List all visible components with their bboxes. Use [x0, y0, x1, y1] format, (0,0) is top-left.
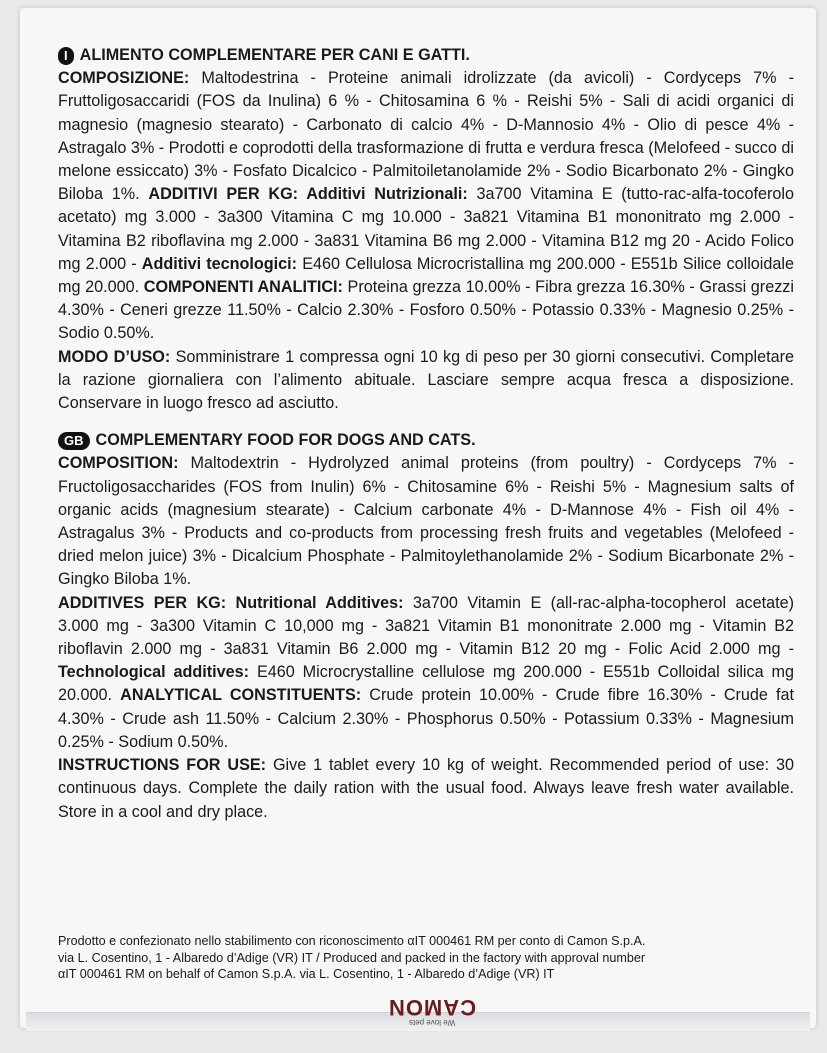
italian-language-badge: I	[58, 47, 74, 65]
italian-additives-text: 3a700 Vitamina E (tutto-rac-alfa-tocoferolo acetato) mg 3.000 - 3a300 Vitamina C mg 10.000 - 3a821 Vitamina B1 mononitrato mg 2.000 - Vitamina B2 riboflavina mg 2.000 - 3a831 Vitamina B6 mg 2.000 - Vitamina B12 mg 20 - Acido Folico mg 2.000 -	[58, 185, 794, 273]
italian-usage-text: Somministrare 1 compressa ogni 10 kg di peso per 30 giorni consecutivi. Completare la razione giornaliera con l’alimento abituale. Lasciare sempre acqua fresca a disposizione. Conservare in luogo fresco ad asciutto.	[58, 347, 795, 413]
footer-line: Prodotto e confezionato nello stabilimento con riconoscimento αIT 000461 RM per conto di Camon S.p.A.	[58, 934, 646, 948]
italian-heading-text: ALIMENTO COMPLEMENTARE PER CANI E GATTI.	[79, 46, 470, 64]
english-analytic-text: Crude protein 10.00% - Crude fibre 16.30% - Crude fat 4.30% - Crude ash 11.50% - Calcium 2.30% - Phosphorus 0.50% - Potassium 0.33% - Magnesium 0.25% - Sodium 0.50%.	[58, 686, 795, 751]
label-text	[58, 44, 794, 838]
italian-composition-label: COMPOSIZIONE:	[58, 69, 190, 88]
english-tech-text: E460 Microcrystalline cellulose mg 200.000 - E551b Colloidal silica mg 20.000.	[58, 663, 794, 705]
english-composition	[58, 452, 794, 591]
english-heading	[58, 429, 794, 452]
italian-heading	[58, 44, 794, 67]
italian-analytic-text: Proteina grezza 10.00% - Fibra grezza 16.30% - Grassi grezzi 4.30% - Ceneri grezze 11.50% - Calcio 2.30% - Fosforo 0.50% - Potassio 0.33% - Magnesio 0.25% - Sodio 0.50%.	[58, 278, 794, 343]
english-additives-text: 3a700 Vitamin E (all-rac-alpha-tocopherol acetate) 3.000 mg - 3a300 Vitamin C 10,000 mg - 3a821 Vitamin B1 mononitrate 2.000 mg - Vitamin B2 riboflavin 2.000 mg - 3a831 Vitamin B6 2.000 mg - Vitamin B12 20 mg - Folic Acid 2.000 mg -	[58, 593, 794, 659]
english-composition-text: Maltodextrin - Hydrolyzed animal proteins (from poultry) - Cordyceps 7% - Fructoligosaccharides (FOS from Inulin) 6% - Chitosamine 6% - Reishi 5% - Magnesium salts of organic acids (magnesium stearate) - Calcium carbonate 4% - D-Mannose 4% - Fish oil 4% - Astragalus 3% - Products and co-products from processing fresh fruits and vegetables (Melofeed - dried melon juice) 3% - Dicalcium Phosphate - Palmitoylethanolamide 2% - Sodium Bicarbonate 2% - Gingko Biloba 1%.	[58, 454, 794, 589]
italian-usage	[58, 346, 794, 416]
english-heading-text: COMPLEMENTARY FOOD FOR DOGS AND CATS.	[95, 431, 476, 450]
italian-composition	[58, 67, 794, 345]
english-usage	[58, 754, 794, 824]
brand-name: CAMON	[387, 995, 477, 1020]
italian-composition-text: Maltodestrina - Proteine animali idrolizzate (da avicoli) - Cordyceps 7% - Fruttoligosaccaridi (FOS da Inulina) 6 % - Chitosamina 6 % - Reishi 5% - Sali di acidi organici di magnesio (magnesio stearato) - Carbonato di calcio 4% - D-Mannosio 4% - Olio di pesce 4% - Astragalo 3% - Prodotti e coprodotti della trasformazione di frutta e verdura fresca (Melofeed - succo di melone essiccato) 3% - Fosfato Dicalcico - Palmitoiletanolamide 2% - Sodio Bicarbonato 2% - Gingko Biloba 1%.	[58, 69, 794, 204]
producer-footer	[58, 933, 794, 983]
english-usage-text: Give 1 tablet every 10 kg of weight. Recommended period of use: 30 continuous days. Complete the daily ration with the usual food. Always leave fresh water available. Store in a cool and dry place.	[58, 756, 795, 821]
italian-tech-label: Additivi tecnologici:	[141, 254, 298, 273]
italian-section	[58, 44, 794, 415]
english-section	[58, 429, 794, 823]
italian-usage-label: MODO D’USO:	[58, 347, 171, 366]
brand-tagline: We love pets	[408, 1018, 456, 1027]
italian-tech-text: E460 Cellulosa Microcristallina mg 200.000 - E551b Silice colloidale mg 20.000.	[58, 254, 794, 297]
english-additives-label: ADDITIVES PER KG: Nutritional Additives:	[58, 593, 404, 612]
english-additives	[58, 592, 794, 754]
footer-line: αIT 000461 RM on behalf of Camon S.p.A. via L. Cosentino, 1 - Albaredo d’Adige (VR) IT	[58, 967, 555, 982]
english-tech-label: Technological additives:	[58, 663, 250, 682]
english-language-badge: GB	[58, 432, 90, 450]
english-analytic-label: ANALYTICAL CONSTITUENTS:	[120, 686, 362, 705]
italian-additives-label: ADDITIVI PER KG: Additivi Nutrizionali:	[148, 185, 468, 204]
brand-logo	[372, 995, 492, 1027]
english-usage-label: INSTRUCTIONS FOR USE:	[58, 756, 267, 775]
footer-line: via L. Cosentino, 1 - Albaredo d’Adige (VR) IT / Produced and packed in the factory with approval number	[58, 950, 646, 965]
italian-analytic-label: COMPONENTI ANALITICI:	[143, 278, 343, 297]
english-composition-label: COMPOSITION:	[58, 454, 179, 473]
